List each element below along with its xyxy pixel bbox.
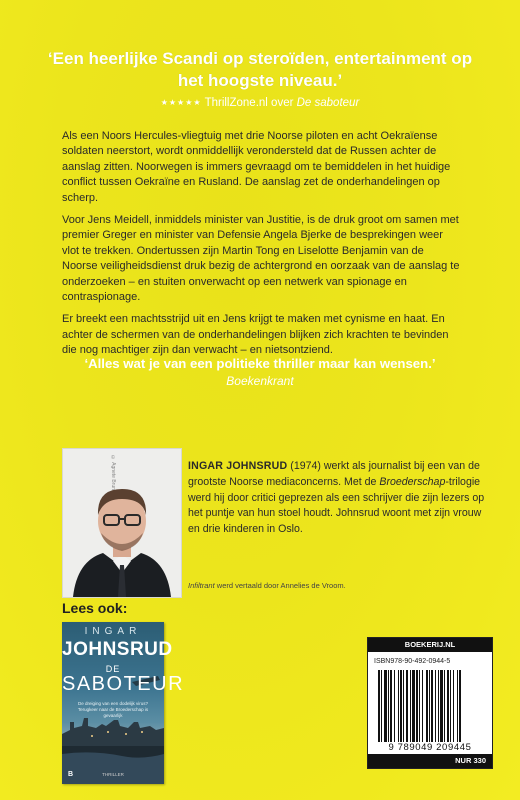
also-read-label: Lees ook:: [62, 600, 128, 616]
translated-book-title: Infiltrant: [188, 581, 215, 590]
cover-title: SABOTEUR: [62, 673, 185, 695]
nur-code: NUR 330: [455, 756, 486, 765]
publisher-url: BOEKERIJ.NL: [368, 638, 492, 652]
author-portrait-image: [63, 449, 181, 597]
author-bio: [188, 459, 488, 538]
cover-author-name: JOHNSRUD: [62, 639, 173, 660]
author-photo: [62, 448, 182, 598]
top-review-quote: ‘Een heerlijke Scandi op steroïden, entertainment op het hoogste niveau.’: [47, 49, 473, 90]
blurb-paragraph: Er breekt een machtsstrijd uit en Jens krijgt te maken met cynisme en haat. En achter de schermen van de onderhandelingen blijken zich krachten te bevinden die nog machtiger zijn dan verwacht – en nietsontziend.: [62, 313, 449, 357]
nur-code-bar: [368, 754, 492, 768]
also-read-book-cover: [62, 622, 185, 784]
cover-title-article: DE: [105, 664, 121, 674]
blurb-paragraph: Voor Jens Meidell, inmiddels minister van Justitie, is de druk groot om samen met premier Greger en minister van Defensie Angela Bjerke de besprekingen weer vlot te trekken. Ondertussen zijn Martin Tong en Liselotte Benjamin van de Noorse veiligheidsdienst druk bezig de achtergrond en oorzaak van de aanslag te onderzoeken – en stuiten onverwacht op een netwerk van spionage en contraspionage.: [62, 214, 460, 304]
barcode-panel: [367, 637, 493, 769]
mid-review-source: Boekenkrant: [226, 374, 294, 388]
book-blurb: [62, 129, 460, 366]
publisher-logo-icon: B: [68, 771, 74, 778]
author-bio-text: (1974) werkt als journalist bij een van de grootste Noorse mediaconcerns. Met de: [188, 460, 480, 488]
photo-credit: © Agnete Brun: [110, 455, 116, 490]
mid-review-quote: ‘Alles wat je van een politieke thriller maar kan wensen.’: [84, 356, 436, 371]
series-title: Broederschap: [379, 475, 446, 488]
top-review-attribution: [40, 97, 480, 109]
barcode-number: 9 789049 209445: [388, 742, 472, 753]
author-bio-text: -trilogie werd hij door critici geprezen als een schrijver die zijn lezers op het puntje van hun stoel houdt. Johnsrud woont met zijn vrouw en drie kinderen in Oslo.: [188, 475, 485, 536]
barcode-icon: [376, 670, 484, 742]
translator-text: werd vertaald door Annelies de Vroom.: [214, 581, 346, 590]
review-source: ThrillZone.nl: [204, 97, 268, 109]
cover-genre: THRILLER: [102, 772, 124, 777]
blurb-paragraph: Als een Noors Hercules-vliegtuig met drie Noorse piloten en acht Oekraïense soldaten neerstort, wordt onmiddellijk verondersteld dat de Russen achter de aanslag zitten. Noorwegen is immers gevraagd om te bemiddelen in het huidige conflict tussen Oekraïne en Rusland. De aanslag zet de onderhandelingen op scherp.: [62, 130, 451, 204]
translator-credit: [188, 581, 488, 590]
review-connector: over: [271, 97, 294, 109]
cover-author-first-name: INGAR: [84, 626, 142, 637]
review-book-title: De saboteur: [296, 97, 360, 109]
isbn-text: ISBN978-90-492-0944-5: [374, 658, 451, 665]
author-name: INGAR JOHNSRUD: [188, 460, 288, 472]
rating-stars-icon: ★★★★★: [160, 98, 202, 107]
cover-tagline: De dreiging van een dodelijk virus? Terugkeer naar de Broederschap is gevaarlijk: [77, 701, 149, 718]
